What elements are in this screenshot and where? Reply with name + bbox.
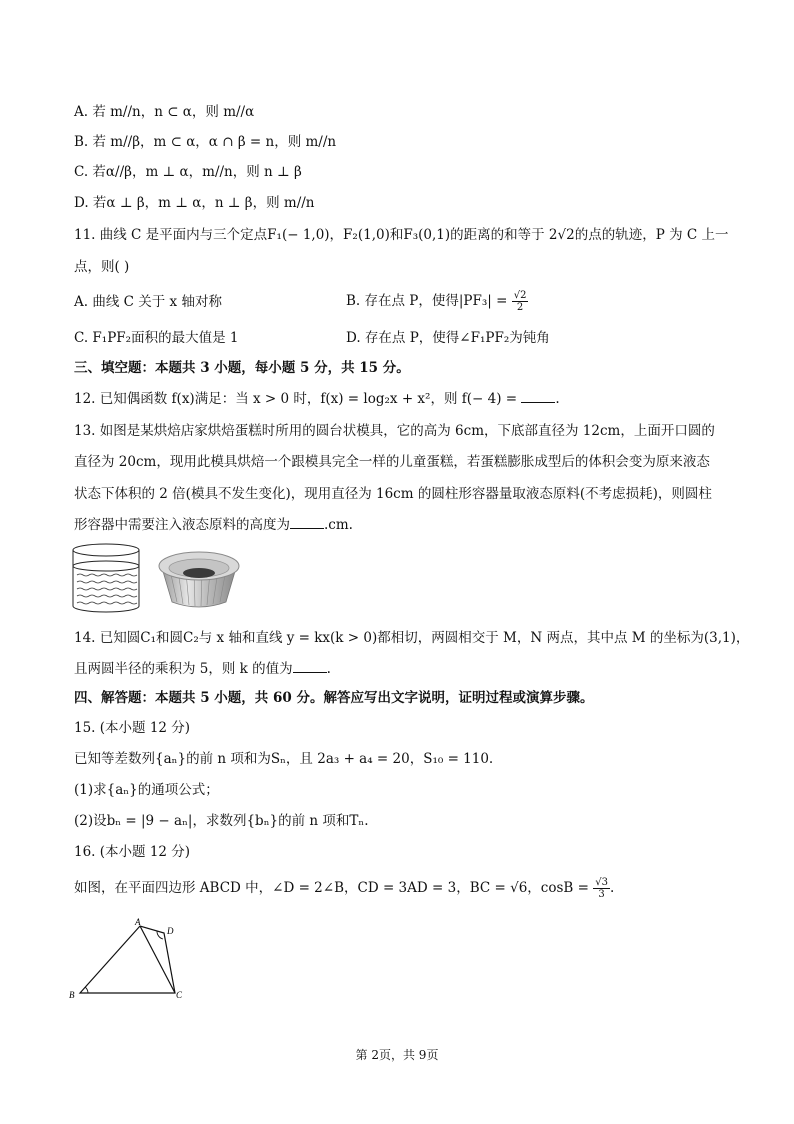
q13-line4-end: .cm.: [324, 517, 353, 533]
q16-stem-text: 如图，在平面四边形 ABCD 中，∠D = 2∠B，CD = 3AD = 3，BC = √6，cosB =: [74, 880, 589, 896]
q11-stem-line2: 点，则( ): [74, 259, 130, 275]
q13-line1: 13. 如图是某烘焙店家烘焙蛋糕时所用的圆台状模具，它的高为 6cm，下底部直径为 12cm，上面开口圆的: [74, 423, 715, 439]
vertex-label-c: C: [176, 990, 183, 1000]
q14-line1: 14. 已知圆C₁和圆C₂与 x 轴和直线 y = kx(k > 0)都相切，两圆相交于 M，N 两点，其中点 M 的坐标为(3,1)，: [74, 630, 750, 646]
page-footer: 第 2页，共 9页: [355, 1048, 439, 1062]
vertex-label-b: B: [69, 990, 75, 1000]
foil-cake-mold-figure: [156, 544, 242, 610]
q14-line2-text: 且两圆半径的乘积为 5，则 k 的值为: [74, 661, 293, 677]
q13-answer-blank[interactable]: [290, 516, 324, 529]
cylinder-container-figure: [70, 542, 144, 614]
q12-end: .: [555, 391, 560, 407]
q16-cos-denominator: 3: [598, 889, 605, 900]
q11-option-b-denominator: 2: [516, 302, 524, 313]
q16-stem: [74, 877, 614, 900]
q11-option-b: [346, 290, 528, 313]
q15-part1: (1)求{aₙ}的通项公式；: [74, 782, 219, 798]
q11-option-d: D. 存在点 P，使得∠F₁PF₂为钝角: [346, 330, 550, 346]
quadrilateral-abcd-figure: [66, 914, 196, 1006]
q11-option-c: C. F₁PF₂面积的最大值是 1: [74, 330, 239, 346]
q14-line2: [74, 660, 331, 678]
q14-line2-end: .: [326, 661, 331, 677]
q13-line4-text: 形容器中需要注入液态原料的高度为: [74, 517, 290, 533]
vertex-label-d: D: [167, 926, 174, 936]
q15-part2: (2)设bₙ = |9 − aₙ|，求数列{bₙ}的前 n 项和Tₙ.: [74, 813, 369, 829]
q13-line3: 状态下体积的 2 倍(模具不发生变化)，现用直径为 16cm 的圆柱形容器量取液态原料(不考虑损耗)，则圆柱: [74, 486, 712, 502]
q16-cos-fraction: [593, 877, 610, 900]
q13-line2: 直径为 20cm，现用此模具烘焙一个跟模具完全一样的儿童蛋糕，若蛋糕膨胀成型后的体积会变为原来液态: [74, 454, 710, 470]
q11-option-b-numerator: √2: [513, 290, 527, 301]
q10-option-d: D. 若α ⊥ β，m ⊥ α，n ⊥ β，则 m//n: [74, 195, 315, 211]
q10-option-c: C. 若α//β，m ⊥ α，m//n，则 n ⊥ β: [74, 164, 302, 180]
q10-option-a: A. 若 m//n，n ⊂ α，则 m//α: [74, 104, 255, 120]
vertex-label-a: A: [135, 917, 141, 927]
q16-stem-end: .: [609, 880, 615, 896]
q13-line4: [74, 516, 353, 534]
q15-heading: 15. (本小题 12 分): [74, 720, 191, 736]
q11-stem-line1: 11. 曲线 C 是平面内与三个定点F₁(− 1,0)，F₂(1,0)和F₃(0,1)的距离的和等于 2√2的点的轨迹，P 为 C 上一: [74, 227, 729, 243]
q12: [74, 390, 560, 408]
q12-answer-blank[interactable]: [521, 390, 555, 403]
q16-cos-numerator: √3: [595, 877, 608, 888]
q11-option-b-text: B. 存在点 P，使得|PF₃| =: [346, 293, 508, 309]
q10-option-b: B. 若 m//β，m ⊂ α，α ∩ β = n，则 m//n: [74, 134, 337, 150]
q12-text: 12. 已知偶函数 f(x)满足：当 x > 0 时，f(x) = log₂x + x²，则 f(− 4) =: [74, 391, 518, 407]
q11-option-a: A. 曲线 C 关于 x 轴对称: [74, 294, 222, 310]
q15-stem: 已知等差数列{aₙ}的前 n 项和为Sₙ，且 2a₃ + a₄ = 20，S₁₀ = 110.: [74, 751, 494, 767]
q14-answer-blank[interactable]: [293, 660, 327, 673]
q11-option-b-fraction: [512, 290, 529, 313]
section-4-heading: 四、解答题：本题共 5 小题，共 60 分。解答应写出文字说明，证明过程或演算步骤。: [74, 690, 594, 706]
q16-heading: 16. (本小题 12 分): [74, 844, 191, 860]
section-3-heading: 三、填空题：本题共 3 小题，每小题 5 分，共 15 分。: [74, 360, 410, 376]
